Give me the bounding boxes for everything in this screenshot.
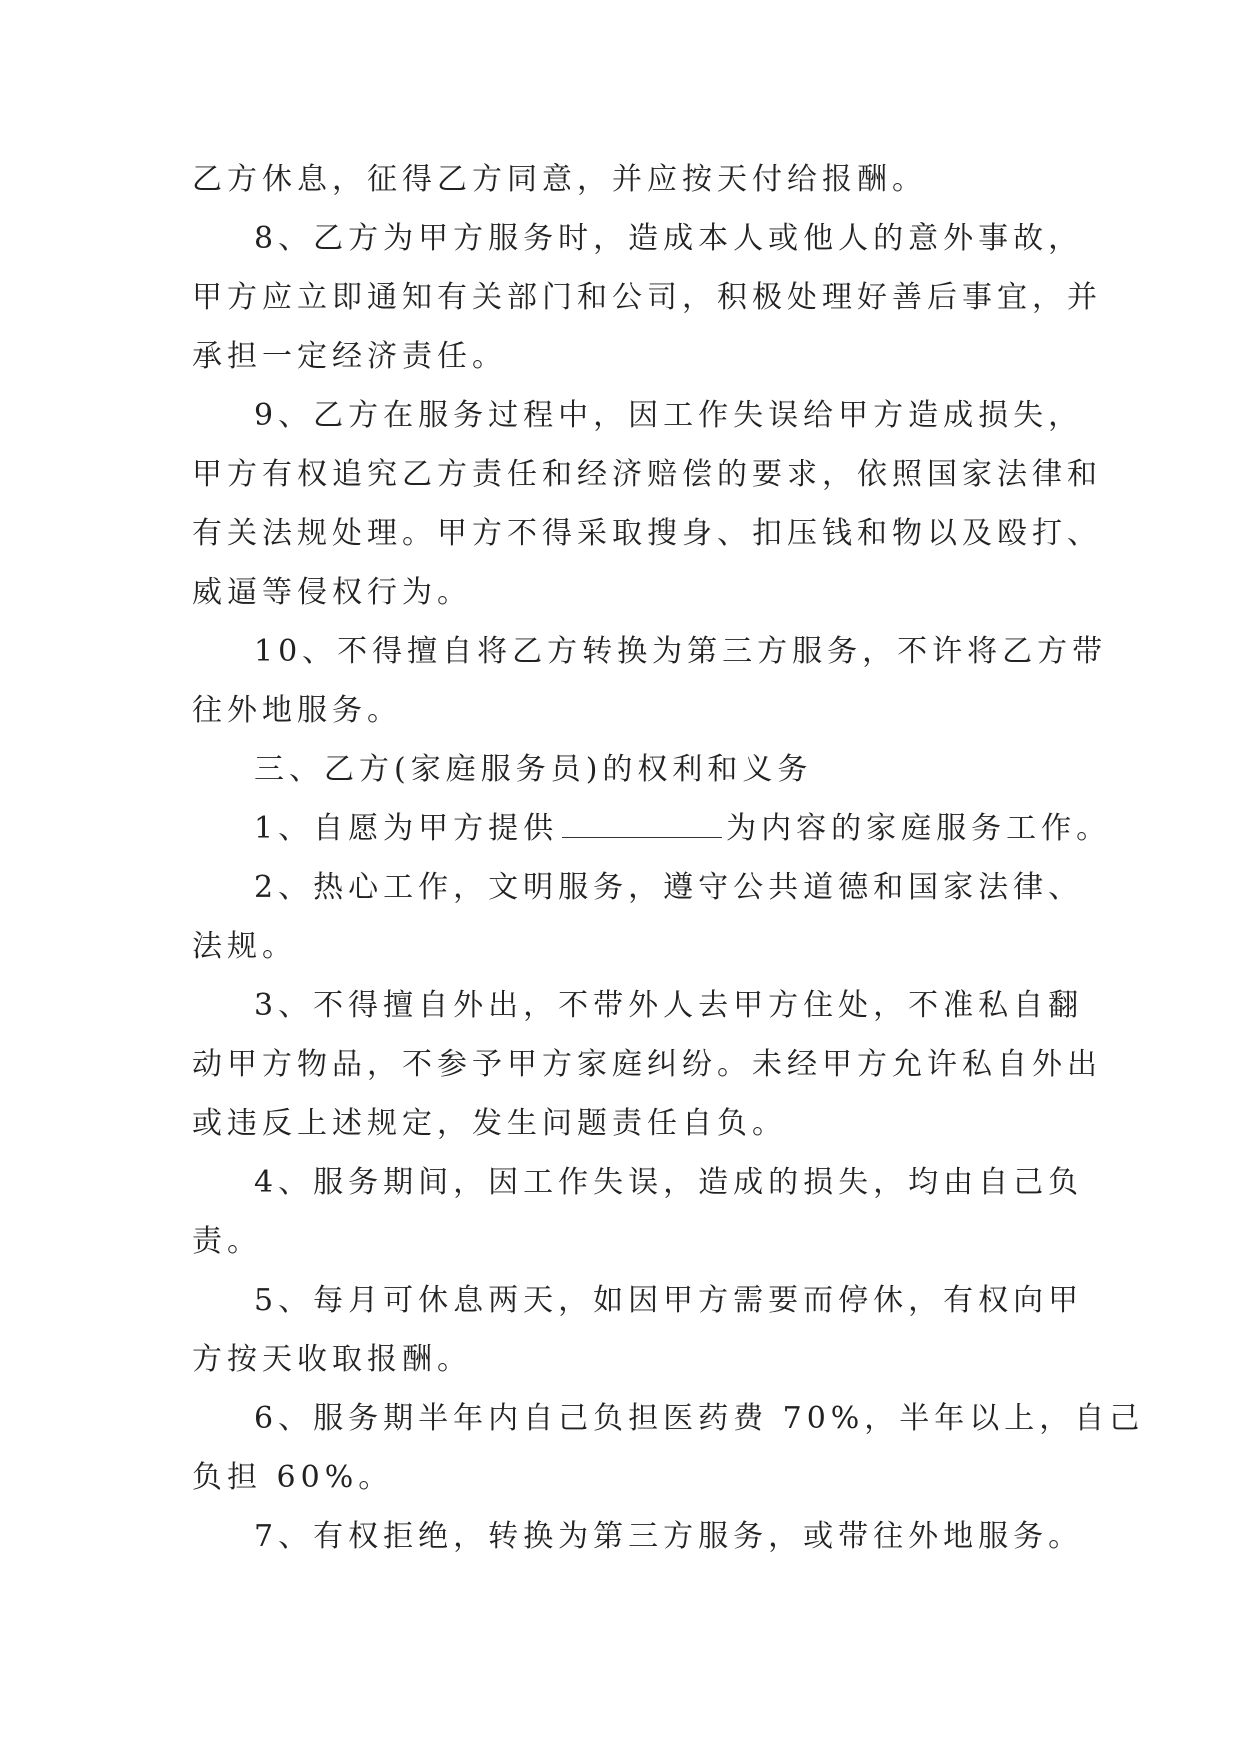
duty-1-line (192, 799, 1112, 858)
clause-10-line-2: 往外地服务。 (192, 693, 402, 728)
clause-9-line-2: 甲方有权追究乙方责任和经济赔偿的要求，依照国家法律和 (192, 457, 1102, 492)
duty-3-line-3: 或违反上述规定，发生问题责任自负。 (192, 1106, 787, 1141)
duty-1-suffix: 为内容的家庭服务工作。 (726, 811, 1112, 846)
duty-7-line: 7、有权拒绝，转换为第三方服务，或带往外地服务。 (254, 1519, 1084, 1554)
clause-9-line-3: 有关法规处理。甲方不得采取搜身、扣压钱和物以及殴打、 (192, 516, 1102, 551)
text-line: 乙方休息，征得乙方同意，并应按天付给报酬。 (192, 162, 927, 197)
clause-10-line-1: 10、不得擅自将乙方转换为第三方服务，不许将乙方带 (254, 634, 1108, 669)
duty-3-line-1: 3、不得擅自外出，不带外人去甲方住处，不准私自翻 (254, 988, 1084, 1023)
clause-8-line-3: 承担一定经济责任。 (192, 339, 507, 374)
section-heading: 三、乙方(家庭服务员)的权利和义务 (254, 752, 813, 787)
fill-in-blank (562, 811, 722, 838)
duty-6-line-2: 负担 60%。 (192, 1460, 394, 1495)
duty-6-line-1: 6、服务期半年内自己负担医药费 70%，半年以上，自己 (254, 1401, 1145, 1436)
duty-2-line-2: 法规。 (192, 929, 297, 964)
clause-8-line-1: 8、乙方为甲方服务时，造成本人或他人的意外事故， (254, 221, 1084, 256)
clause-8-line-2: 甲方应立即通知有关部门和公司，积极处理好善后事宜，并 (192, 280, 1102, 315)
clause-9-line-1: 9、乙方在服务过程中，因工作失误给甲方造成损失， (254, 398, 1084, 433)
clause-9-line-4: 威逼等侵权行为。 (192, 575, 472, 610)
duty-4-line-2: 责。 (192, 1224, 262, 1259)
duty-2-line-1: 2、热心工作，文明服务，遵守公共道德和国家法律、 (254, 870, 1084, 905)
document-body (192, 150, 1145, 1566)
duty-5-line-1: 5、每月可休息两天，如因甲方需要而停休，有权向甲 (254, 1283, 1084, 1318)
duty-3-line-2: 动甲方物品，不参予甲方家庭纠纷。未经甲方允许私自外出 (192, 1047, 1102, 1082)
duty-4-line-1: 4、服务期间，因工作失误，造成的损失，均由自己负 (254, 1165, 1084, 1200)
duty-5-line-2: 方按天收取报酬。 (192, 1342, 472, 1377)
duty-1-prefix: 1、自愿为甲方提供 (254, 811, 559, 846)
